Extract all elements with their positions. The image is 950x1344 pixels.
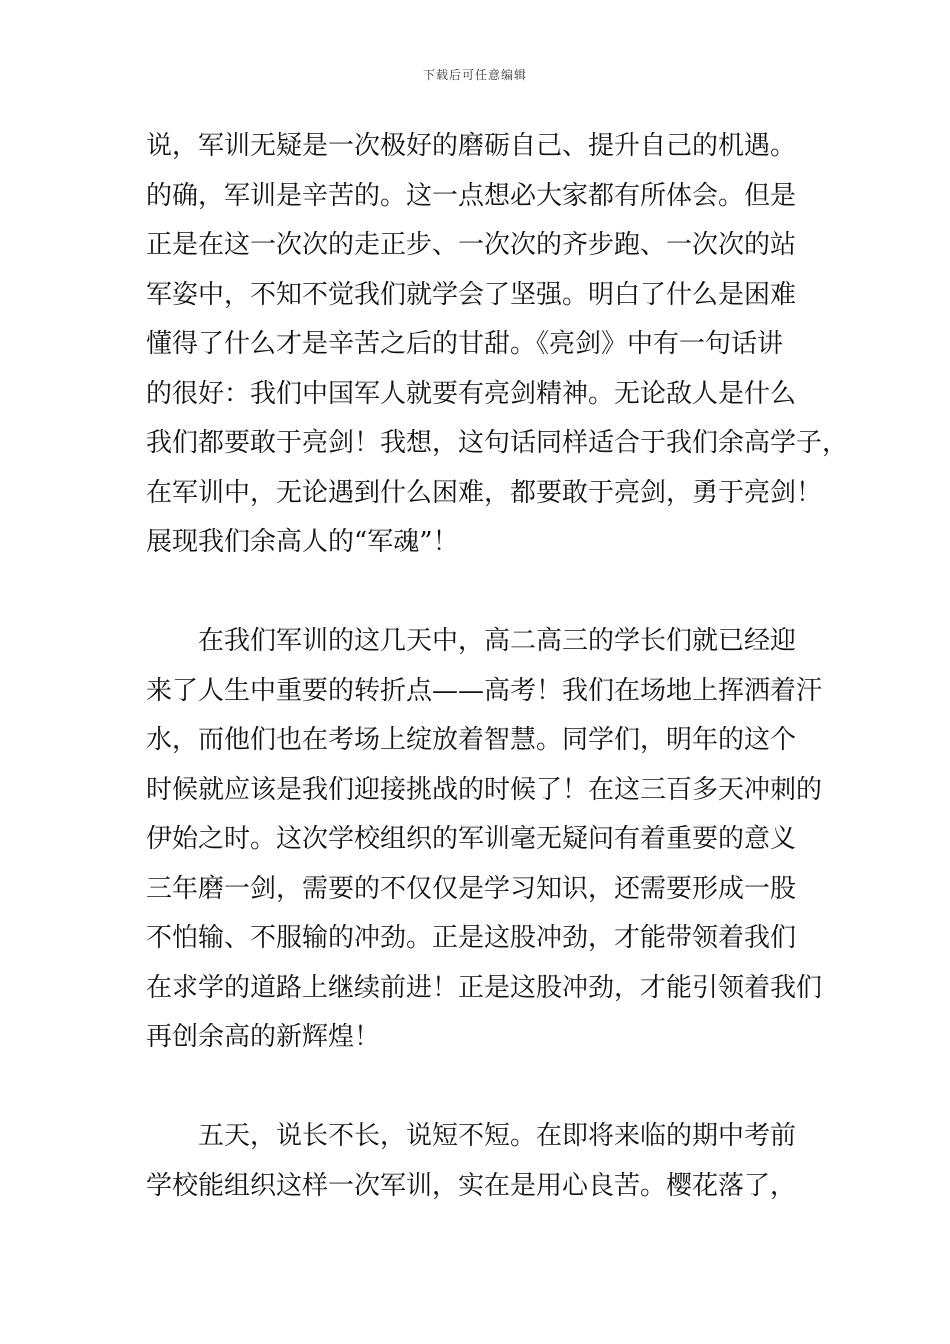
paragraph-spacer	[146, 568, 826, 618]
text-line: 在我们军训的这几天中，高二高三的学长们就已经迎	[198, 626, 797, 656]
text-line: 正是在这一次次的走正步、一次次的齐步跑、一次次的站	[146, 230, 797, 260]
text-line: 展现我们余高人的“军魂”！	[146, 527, 459, 557]
text-line: 我们都要敢于亮剑！我想，这句话同样适合于我们余高学子，	[146, 428, 849, 458]
paragraph-2	[146, 617, 826, 1063]
text-line: 军姿中，不知不觉我们就学会了坚强。明白了什么是困难	[146, 279, 797, 310]
paragraph-3	[146, 1112, 826, 1211]
text-line: 水，而他们也在考场上绽放着智慧。同学们，明年的这个	[146, 725, 797, 755]
text-line: 来了人生中重要的转折点——高考！我们在场地上挥洒着汗	[146, 675, 823, 706]
text-line: 伊始之时。这次学校组织的军训毫无疑问有着重要的意义	[146, 824, 797, 854]
page-header: 下载后可任意编辑	[422, 68, 527, 82]
text-line: 不怕输、不服输的冲劲。正是这股冲劲，才能带领着我们	[146, 923, 797, 953]
text-line: 的确，军训是辛苦的。这一点想必大家都有所体会。但是	[146, 180, 797, 211]
document-body	[146, 122, 849, 1211]
text-line: 在军训中，无论遇到什么困难，都要敢于亮剑，勇于亮剑！	[146, 477, 823, 508]
text-line: 五天，说长不长，说短不短。在即将来临的期中考前	[198, 1121, 797, 1151]
text-line: 懂得了什么才是辛苦之后的甘甜。《亮剑》中有一句话讲	[146, 329, 784, 359]
text-line: 说，军训无疑是一次极好的磨砺自己、提升自己的机遇。	[146, 131, 797, 161]
text-line: 三年磨一剑，需要的不仅仅是学习知识，还需要形成一股	[146, 873, 797, 904]
text-line: 学校能组织这样一次军训，实在是用心良苦。樱花落了，	[146, 1170, 797, 1201]
text-line: 再创余高的新辉煌！	[146, 1022, 381, 1052]
text-line: 时候就应该是我们迎接挑战的时候了！在这三百多天冲刺的	[146, 774, 823, 805]
text-line: 的很好：我们中国军人就要有亮剑精神。无论敌人是什么	[146, 378, 797, 409]
paragraph-1	[146, 122, 849, 568]
text-line: 在求学的道路上继续前进！正是这股冲劲，才能引领着我们	[146, 972, 823, 1003]
paragraph-spacer	[146, 1063, 826, 1113]
